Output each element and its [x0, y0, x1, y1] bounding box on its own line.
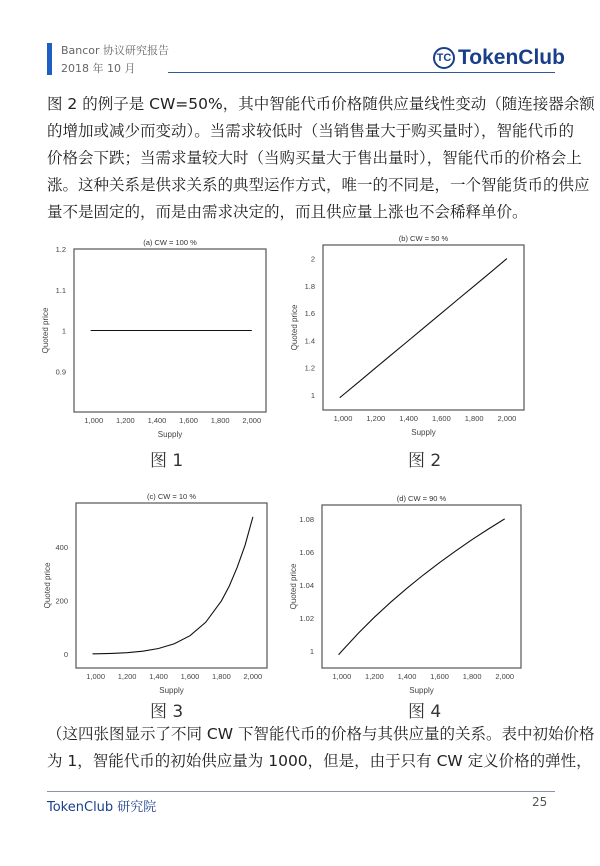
x-tick-label: 1,800	[462, 672, 482, 681]
text-line: 为 1，智能代币的初始供应量为 1000，但是，由于只有 CW 定义价格的弹性，	[47, 752, 592, 770]
x-tick-label: 1,200	[117, 672, 137, 681]
y-tick-label: 1.08	[299, 515, 314, 525]
logo-text: TokenClub	[458, 46, 565, 69]
text-line: 量不是固定的，而是由需求决定的，而且供应量上涨也不会稀释单价。	[47, 203, 528, 221]
x-tick-label: 1,600	[179, 416, 198, 425]
plot-frame	[323, 245, 524, 410]
y-tick-label: 1.2	[304, 363, 315, 373]
x-axis-label: Supply	[409, 686, 434, 695]
text-line: （这四张图显示了不同 CW 下智能代币的价格与其供应量的关系。表中初始价格	[47, 725, 595, 743]
tokenclub-logo-icon: TC	[433, 47, 455, 69]
x-tick-label: 2,000	[495, 672, 515, 681]
x-tick-label: 1,600	[431, 414, 451, 423]
doc-title: Bancor 协议研究报告	[61, 44, 170, 57]
x-tick-label: 1,400	[147, 416, 167, 425]
doc-date: 2018 年 10 月	[61, 62, 136, 75]
y-axis-label: Quoted price	[289, 563, 298, 610]
caption-fig-3: 图 3	[150, 702, 184, 722]
x-tick-label: 1,800	[212, 672, 231, 681]
y-axis-label: Quoted price	[290, 304, 299, 351]
plot-frame	[322, 505, 521, 668]
x-tick-label: 1,200	[366, 414, 386, 423]
paragraph-1	[47, 91, 595, 226]
x-tick-label: 1,600	[430, 672, 449, 681]
x-tick-label: 1,000	[332, 672, 352, 681]
chart-title: (b) CW = 50 %	[398, 234, 449, 243]
y-tick-label: 0.9	[55, 367, 66, 377]
y-tick-label: 1	[310, 391, 315, 400]
footer-org: TokenClub 研究院	[47, 800, 157, 815]
footer-divider	[47, 791, 555, 792]
caption-fig-1: 图 1	[150, 451, 184, 471]
y-tick-label: 400	[55, 542, 68, 552]
y-tick-label: 0	[63, 650, 68, 660]
y-tick-label: 1.6	[304, 309, 315, 319]
y-tick-label: 1.2	[55, 245, 66, 254]
header-divider	[168, 72, 555, 73]
header-accent-bar	[47, 43, 52, 75]
y-tick-label: 1.04	[299, 581, 314, 591]
x-tick-label: 1,200	[365, 672, 384, 681]
x-tick-label: 1,800	[210, 416, 230, 425]
x-tick-label: 1,200	[115, 416, 135, 425]
plot-frame	[74, 249, 266, 412]
tokenclub-logo	[433, 46, 565, 70]
x-tick-label: 1,000	[86, 672, 106, 681]
y-axis-label: Quoted price	[43, 562, 52, 609]
page-number: 25	[532, 795, 548, 809]
caption-fig-4: 图 4	[408, 702, 442, 722]
series-line	[340, 259, 507, 398]
x-tick-label: 1,400	[397, 672, 417, 681]
y-tick-label: 1.06	[299, 548, 314, 558]
y-tick-label: 1.02	[299, 614, 314, 624]
x-tick-label: 1,000	[333, 414, 353, 423]
x-tick-label: 1,400	[399, 414, 418, 423]
series-line	[93, 517, 253, 654]
x-tick-label: 2,000	[243, 672, 263, 681]
y-tick-label: 200	[55, 596, 68, 606]
chart-title: (c) CW = 10 %	[147, 492, 196, 501]
x-tick-label: 2,000	[242, 416, 262, 425]
paragraph-2	[47, 721, 595, 775]
chart-title: (a) CW = 100 %	[143, 238, 197, 247]
x-tick-label: 1,000	[84, 416, 104, 425]
y-tick-label: 1.4	[304, 336, 315, 346]
x-axis-label: Supply	[157, 430, 183, 439]
series-line	[339, 519, 505, 655]
x-axis-label: Supply	[159, 686, 184, 695]
x-tick-label: 1,800	[464, 414, 484, 423]
text-line: 价格会下跌；当需求量较大时（当购买量大于售出量时），智能代币的价格会上	[47, 149, 582, 167]
x-tick-label: 2,000	[497, 414, 517, 423]
plot-frame	[76, 503, 267, 668]
y-tick-label: 1.1	[55, 285, 66, 295]
text-line: 的增加或减少而变动）。当需求较低时（当销售量大于购买量时），智能代币的	[47, 122, 575, 140]
x-tick-label: 1,400	[149, 672, 168, 681]
x-tick-label: 1,600	[180, 672, 200, 681]
y-axis-label: Quoted price	[41, 307, 50, 354]
text-line: 涨。这种关系是供求关系的典型运作方式，唯一的不同是，一个智能货币的供应	[47, 176, 590, 194]
y-tick-label: 2	[310, 254, 315, 264]
chart-title: (d) CW = 90 %	[396, 494, 447, 503]
y-tick-label: 1.8	[304, 281, 315, 291]
text-line: 图 2 的例子是 CW=50%，其中智能代币价格随供应量线性变动（随连接器余额	[47, 95, 595, 113]
caption-fig-2: 图 2	[408, 451, 442, 471]
x-axis-label: Supply	[411, 428, 436, 437]
y-tick-label: 1	[309, 647, 314, 657]
y-tick-label: 1	[61, 326, 66, 336]
